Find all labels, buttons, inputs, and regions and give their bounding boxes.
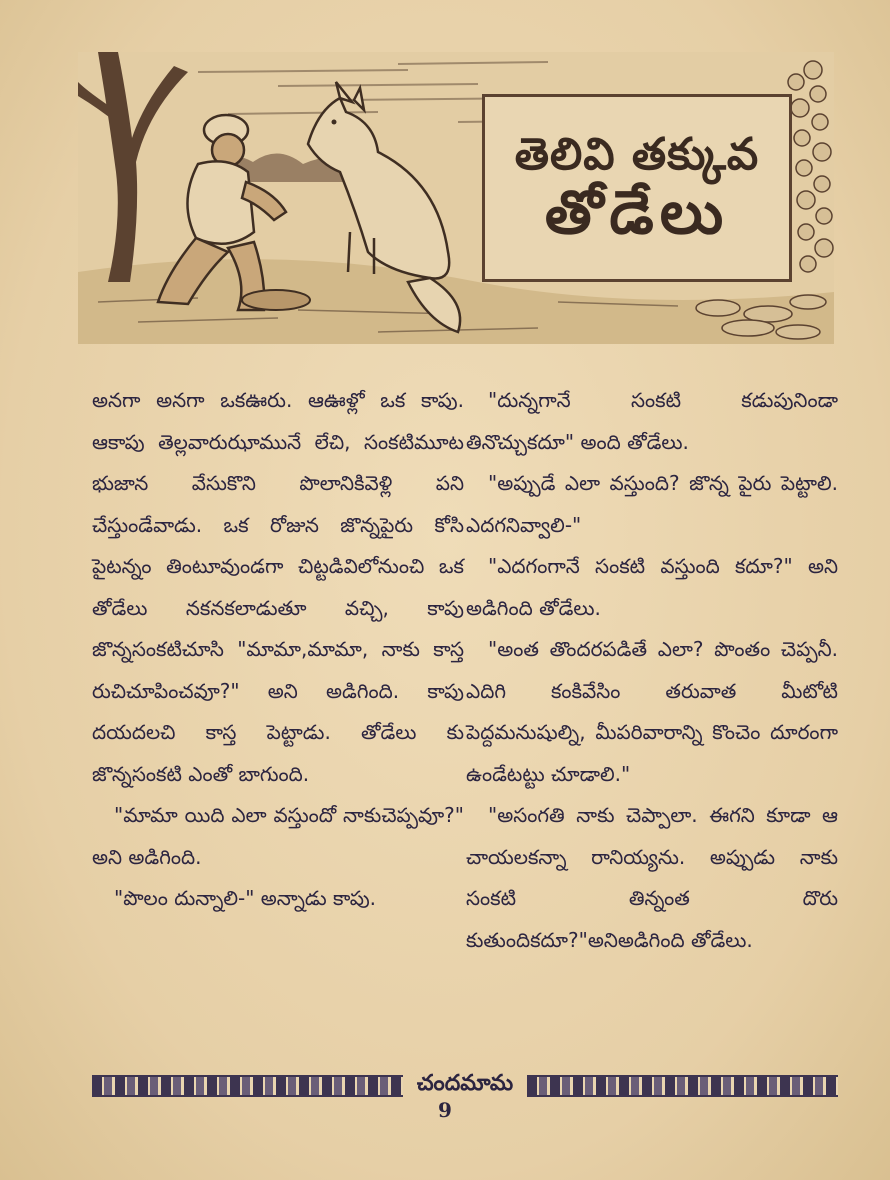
paragraph: "మామా యిది ఎలా వస్తుందో నాకుచెప్పవూ?" అని అడిగింది. bbox=[92, 803, 464, 869]
paragraph: "అసంగతి నాకు చెప్పాలా. ఈగని కూడా ఆ చాయలకన్నా రానియ్యను. అప్పుడు నాకు సంకటి తిన్నంత దొరు కుతుందికదూ?"అనిఅడిగింది తోడేలు. bbox=[466, 803, 838, 952]
page-number: 9 bbox=[438, 1098, 452, 1122]
paragraph: అనగా అనగా ఒకఊరు. ఆఊళ్లో ఒక కాపు. ఆకాపు తెల్లవారుఝామునే లేచి, సంకటిమూట భుజాన వేసుకొని పొలానికివెళ్లి పని చేస్తుండేవాడు. ఒక రోజున జొన్నపైరు కోసి పైటన్నం తింటూవుండగా చిట్టడివిలోనుంచి ఒక తోడేలు నకనకలాడుతూ వచ్చి, కాపు జొన్నసంకటిచూసి "మామా,మామా, నాకు కాస్త రుచిచూపించవూ?" అని అడిగింది. కాపు దయదలచి కాస్త పెట్టాడు. తోడేలు కు జొన్నసంకటి ఎంతో బాగుంది. bbox=[92, 388, 464, 786]
story-title-line-1: తెలివి తక్కువ bbox=[514, 128, 760, 180]
paragraph: "పొలం దున్నాలి-" అన్నాడు కాపు. bbox=[114, 886, 377, 910]
decorative-border-right bbox=[527, 1075, 838, 1097]
story-title-box bbox=[482, 94, 792, 282]
paragraph: "అప్పుడే ఎలా వస్తుంది? జొన్న పైరు పెట్టాలి. ఎదగనివ్వాలి-" bbox=[466, 471, 838, 537]
footer-banner bbox=[92, 1072, 838, 1100]
decorative-border-left bbox=[92, 1075, 403, 1097]
paragraph: "అంత తొందరపడితే ఎలా? పొంతం చెప్పనీ. ఎదిగి కంకివేసిం తరువాత మీటోటి పెద్దమనుషుల్ని, మీపరివారాన్ని కొంచెం దూరంగా ఉండేటట్టు చూడాలి." bbox=[466, 637, 838, 786]
text-column-right bbox=[466, 380, 838, 961]
text-column-left bbox=[92, 380, 464, 920]
magazine-name: చందమామ bbox=[416, 1071, 514, 1096]
paragraph: "దున్నగానే సంకటి కడుపునిండా తినొచ్చుకదూ" అంది తోడేలు. bbox=[466, 388, 838, 454]
story-title-line-2: తోడేలు bbox=[544, 178, 730, 249]
paragraph: "ఎదగంగానే సంకటి వస్తుంది కదూ?" అని అడిగింది తోడేలు. bbox=[466, 554, 838, 620]
